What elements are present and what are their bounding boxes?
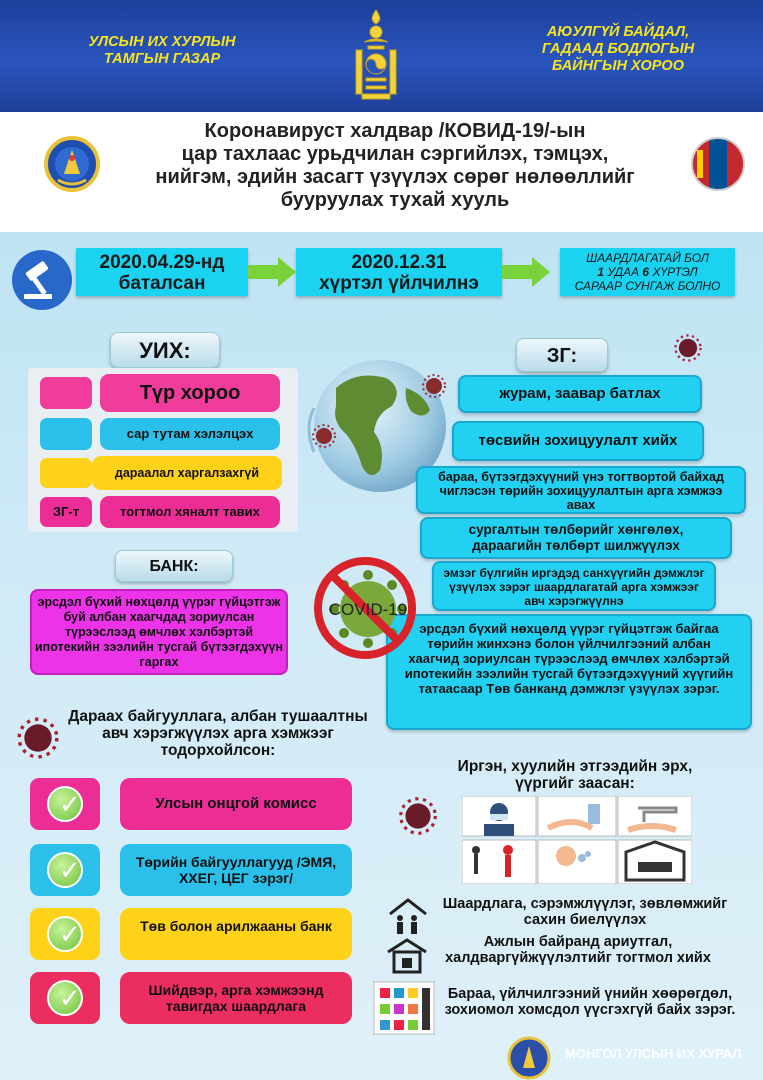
- rule-no-price-gouging: Бараа, үйлчилгээний үнийн хөөрөгдөл, зохиомол хомсдол үүсгэхгүй байх зэрэг.: [444, 986, 736, 1018]
- zg-item-tuition: сургалтын төлбөрийг хөнгөлөх, дараагийн төлбөрт шилжүүлэх: [420, 517, 732, 559]
- check-badge: [30, 844, 100, 896]
- uih-item-zg-label: ЗГ-т: [40, 497, 92, 527]
- bank-heading: БАНК:: [115, 550, 233, 582]
- arrow-right-icon: [248, 257, 296, 287]
- right-org-name: [508, 24, 728, 75]
- covid-label: COVID-19: [328, 600, 408, 619]
- uih-item-control: тогтмол хяналт тавих: [100, 496, 280, 528]
- virus-icon: [14, 714, 62, 762]
- extend-line3: САРААР СУНГАЖ БОЛНО: [574, 279, 721, 293]
- check-badge: [30, 778, 100, 830]
- state-emblem-icon: [44, 136, 100, 192]
- extend-upto: ХҮРТЭЛ: [649, 265, 698, 279]
- org-item-state-agencies: Төрийн байгууллагууд /ЭМЯ, ХХЕГ, ЦЕГ зэрэг/: [120, 844, 352, 896]
- right-org-line2: ГАДААД БОДЛОГЫН: [541, 41, 695, 57]
- check-icon: ✓: [47, 786, 83, 822]
- uih-item-marker: [40, 458, 92, 488]
- mongolia-flag-icon: [690, 136, 746, 192]
- zg-item-procedures: журам, заавар батлах: [458, 375, 702, 413]
- extend-line2: [560, 265, 735, 279]
- footer-org-name: МОНГОЛ УЛСЫН ИХ ХУРАЛ: [565, 1046, 742, 1061]
- left-org-line1: УЛСЫН ИХ ХУРЛЫН: [88, 34, 236, 50]
- zg-item-central-bank: эрсдэл бүхий нөхцөлд үүрэг гүйцэтгэж байгаа төрийн жинхэнэ болон үйлчилгээний албан хаагчид зориулсан түрээслээд өмчлөх хэлбэртэй ипотекийн зээлийн тусгай бүтээгдэхүүний хүүгийн татаасаар Төв банканд дэмжлэг үзүүлэх зэрэг.: [386, 614, 752, 730]
- check-icon: ✓: [47, 980, 83, 1016]
- extension-note: [560, 248, 735, 296]
- valid-label: хүртэл үйлчилнэ: [319, 273, 479, 294]
- approved-date: 2020.04.29-нд: [99, 252, 225, 273]
- right-org-line1: АЮУЛГҮЙ БАЙДАЛ,: [546, 24, 690, 40]
- zg-item-prices: бараа, бүтээгдэхүүний үнэ тогтвортой байхад чиглэсэн төрийн зохицуулалтын арга хэмжээ авах: [416, 466, 746, 514]
- organizations-heading: Дараах байгууллага, албан тушаалтны авч хэрэгжүүлэх арга хэмжээг тодорхойлсон:: [68, 708, 368, 759]
- zg-item-budget: төсвийн зохицуулалт хийх: [452, 421, 704, 461]
- org-item-requirements: Шийдвэр, арга хэмжээнд тавигдах шаардлага: [120, 972, 352, 1024]
- left-org-name: [62, 34, 262, 68]
- extend-times: УДАА: [604, 265, 643, 279]
- uih-item-no-order: дараалал харгалзахгүй: [92, 456, 282, 490]
- citizens-heading: Иргэн, хуулийн этгээдийн эрх, үүргийг заасан:: [457, 758, 693, 792]
- virus-icon: [420, 372, 448, 400]
- rule-follow-recommendations: Шаардлага, сэрэмжлүүлэг, зөвлөмжийг сахин биелүүлэх: [442, 896, 728, 928]
- extend-count: 1: [597, 265, 605, 279]
- bank-text: эрсдэл бүхий нөхцөлд үүрэг гүйцэтгэж буй албан хаагчдад зориулсан түрээслээд өмчлөх хэлбэртэй ипотекийн зээлийн тусгай бүтээгдэхүүн гаргах: [30, 589, 288, 675]
- top-banner: [0, 0, 763, 112]
- left-org-line2: ТАМГЫН ГАЗАР: [103, 51, 221, 67]
- title-line1: Коронавируст халдвар /КОВИД-19/-ын: [204, 120, 586, 142]
- extend-line1: ШААРДЛАГАТАЙ БОЛ: [586, 251, 709, 265]
- arrow-right-icon: [502, 257, 550, 287]
- gavel-icon: [10, 248, 74, 312]
- uih-heading: УИХ:: [110, 332, 220, 368]
- valid-date: 2020.12.31: [351, 252, 447, 273]
- parliament-logo-icon: [507, 1036, 551, 1080]
- rule-disinfection: Ажлын байранд ариутгал, халдваргүйжүүлэлтийг тогтмол хийх: [445, 934, 711, 966]
- uih-item-marker: [40, 377, 92, 409]
- title-line2: цар тахлаас урьдчилан сэргийлэх, тэмцэх,: [181, 143, 609, 165]
- no-covid-icon: [310, 555, 420, 661]
- valid-until-box: [296, 248, 502, 296]
- approved-label: баталсан: [118, 273, 206, 294]
- check-icon: ✓: [47, 852, 83, 888]
- zg-item-support: эмзэг бүлгийн иргэдэд санхүүгийн дэмжлэг үзүүлэх зэрэг шаардлагатай арга хэмжээг авч хэрэгжүүлнэ: [432, 561, 716, 611]
- virus-icon: [672, 332, 704, 364]
- title-line4: бууруулах тухай хууль: [280, 189, 510, 211]
- org-item-banks: Төв болон арилжааны банк: [120, 908, 352, 960]
- soyombo-icon: [350, 8, 402, 104]
- uih-item-temp-committee: Түр хороо: [100, 374, 280, 412]
- check-badge: [30, 972, 100, 1024]
- virus-icon: [396, 794, 440, 838]
- hygiene-pictograms: [462, 796, 692, 884]
- uih-item-marker: [40, 418, 92, 450]
- org-item-emergency-commission: Улсын онцгой комисс: [120, 778, 352, 830]
- check-icon: ✓: [47, 916, 83, 952]
- page-title: [135, 120, 655, 212]
- extend-months: 6: [642, 265, 650, 279]
- title-line3: нийгэм, эдийн засагт үзүүлэх сөрөг нөлөөллийг: [155, 166, 635, 188]
- uih-item-monthly-review: сар тутам хэлэлцэх: [100, 418, 280, 450]
- check-badge: [30, 908, 100, 960]
- approved-date-box: [76, 248, 248, 296]
- zg-heading: ЗГ:: [516, 338, 608, 372]
- right-org-line3: БАЙНГЫН ХОРОО: [552, 58, 684, 74]
- virus-icon: [310, 422, 338, 450]
- market-goods-icon: [372, 980, 436, 1036]
